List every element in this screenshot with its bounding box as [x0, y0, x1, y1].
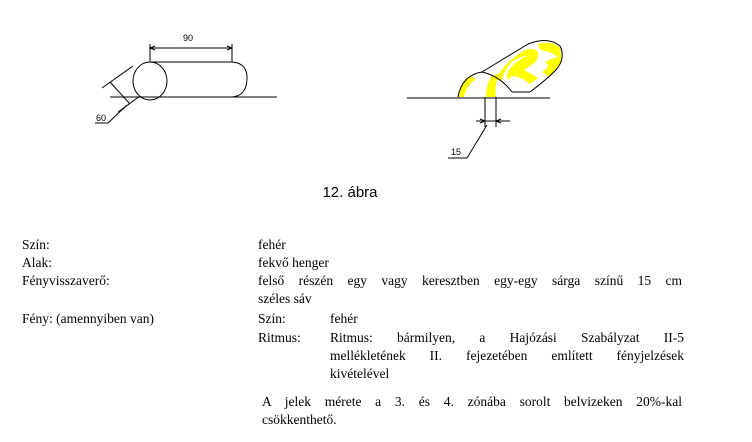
- note-line-2: csökkenthető.: [262, 412, 337, 427]
- feny-label: Fény: (amennyiben van): [22, 311, 154, 326]
- dim-diameter-lower: [118, 96, 140, 112]
- feny-szin-value: fehér: [330, 311, 358, 326]
- buoy-figure: [0, 0, 752, 200]
- ritmus-line-2: mellékletének II. fejezetében említett fényjelzések: [330, 348, 684, 363]
- cylinder-side-view: [95, 44, 277, 123]
- dim-diameter-leader: [108, 105, 127, 123]
- fenyvisszavero-label: Fényvisszaverő:: [22, 273, 110, 288]
- alak-label: Alak:: [22, 255, 52, 270]
- fenyvisszavero-line-1: felső részén egy vagy keresztben egy-egy sárga színű 15 cm: [258, 273, 682, 288]
- ritmus-line-1: Ritmus: bármilyen, a Hajózási Szabályzat II-5: [330, 330, 684, 345]
- cylinder-end-face: [133, 62, 167, 100]
- cylinder-perspective-view: [407, 40, 563, 158]
- feny-szin-label: Szín:: [258, 311, 286, 326]
- ritmus-label: Ritmus:: [258, 330, 301, 345]
- ritmus-line-3: kivételével: [330, 366, 390, 381]
- fenyvisszavero-line-2: széles sáv: [258, 291, 312, 306]
- dim-length-label: 90: [183, 33, 194, 43]
- dim-diameter-upper: [102, 66, 133, 88]
- figure-caption: 12. ábra: [322, 184, 378, 201]
- note-line-1: A jelek mérete a 3. és 4. zónába sorolt belvizeken 20%-kal: [262, 394, 682, 409]
- cylinder-rear-end: [232, 62, 247, 97]
- dim-band-label: 15: [451, 147, 462, 157]
- dim-diameter-line: [110, 82, 130, 104]
- szin-label: Szín:: [22, 237, 50, 252]
- alak-value: fekvő henger: [258, 255, 329, 270]
- szin-value: fehér: [258, 237, 286, 252]
- dim-diameter-label: 60: [96, 113, 107, 123]
- dim-band-leader: [467, 125, 487, 158]
